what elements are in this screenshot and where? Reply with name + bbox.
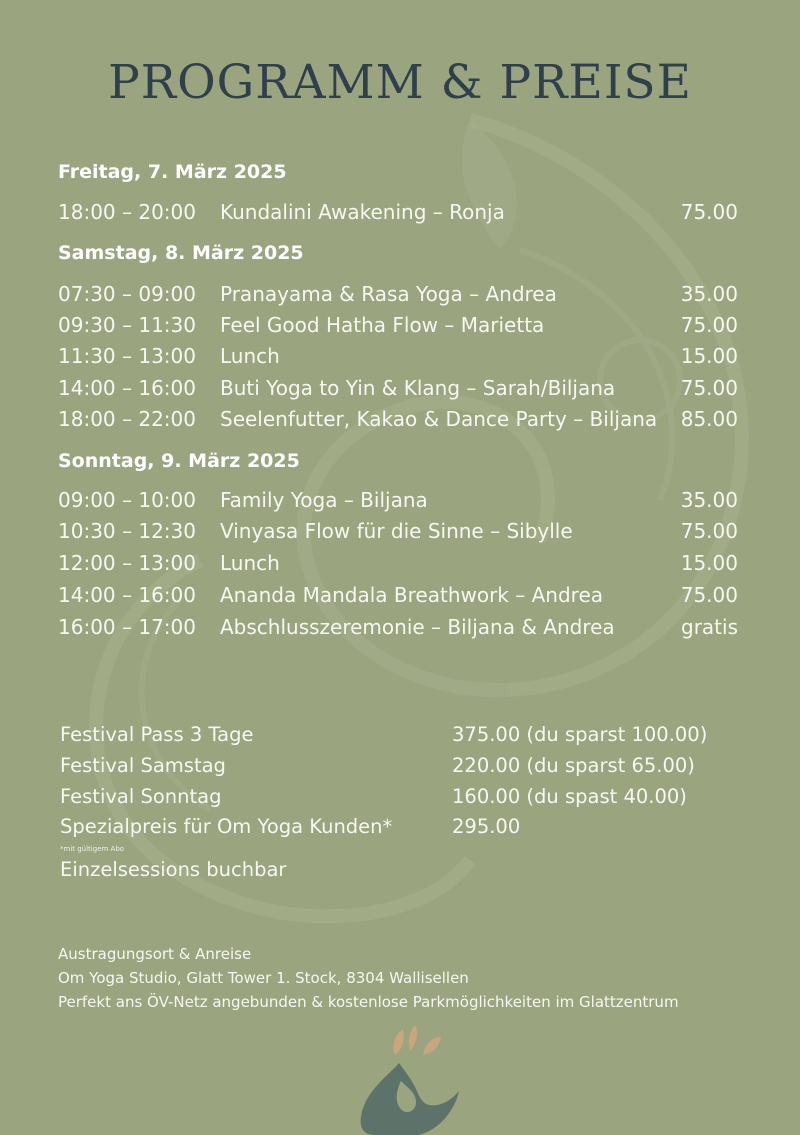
session-time: 07:30 – 09:00 bbox=[58, 282, 196, 306]
session-time: 12:00 – 13:00 bbox=[58, 551, 196, 575]
session-row bbox=[58, 344, 748, 372]
session-title: Lunch bbox=[220, 551, 280, 575]
session-title: Abschlusszeremonie – Biljana & Andrea bbox=[220, 615, 615, 639]
session-price: 35.00 bbox=[680, 488, 738, 512]
session-row bbox=[58, 519, 748, 547]
session-time: 18:00 – 22:00 bbox=[58, 407, 196, 431]
session-title: Kundalini Awakening – Ronja bbox=[220, 200, 505, 224]
session-row bbox=[58, 551, 748, 579]
session-price: 15.00 bbox=[680, 551, 738, 575]
pass-label: Festival Pass 3 Tage bbox=[60, 723, 254, 746]
day-heading: Freitag, 7. März 2025 bbox=[58, 161, 287, 183]
pass-row bbox=[60, 815, 750, 843]
single-sessions-note: Einzelsessions buchbar bbox=[60, 858, 287, 881]
pass-label: Spezialpreis für Om Yoga Kunden* bbox=[60, 815, 393, 838]
footnote: *mit gültigem Abo bbox=[60, 845, 125, 853]
session-price: 85.00 bbox=[680, 407, 738, 431]
pass-price: 375.00 (du sparst 100.00) bbox=[452, 723, 708, 746]
session-title: Seelenfutter, Kakao & Dance Party – Biljana bbox=[220, 407, 658, 431]
pass-label: Festival Samstag bbox=[60, 754, 226, 777]
session-price: 75.00 bbox=[680, 376, 738, 400]
venue-address: Om Yoga Studio, Glatt Tower 1. Stock, 8304 Wallisellen bbox=[58, 969, 469, 987]
pass-price: 160.00 (du spast 40.00) bbox=[452, 785, 687, 808]
session-title: Ananda Mandala Breathwork – Andrea bbox=[220, 583, 603, 607]
session-price: gratis bbox=[681, 615, 738, 639]
session-price: 75.00 bbox=[680, 519, 738, 543]
session-price: 35.00 bbox=[680, 282, 738, 306]
pass-row bbox=[60, 785, 750, 813]
session-row bbox=[58, 282, 748, 310]
session-title: Family Yoga – Biljana bbox=[220, 488, 428, 512]
session-title: Buti Yoga to Yin & Klang – Sarah/Biljana bbox=[220, 376, 616, 400]
pass-price: 295.00 bbox=[452, 815, 521, 838]
om-yoga-lotus-hand-logo bbox=[355, 1025, 465, 1135]
pass-row bbox=[60, 723, 750, 751]
venue-heading: Austragungsort & Anreise bbox=[58, 945, 252, 963]
session-row bbox=[58, 313, 748, 341]
pass-label: Festival Sonntag bbox=[60, 785, 222, 808]
session-time: 11:30 – 13:00 bbox=[58, 344, 196, 368]
session-time: 16:00 – 17:00 bbox=[58, 615, 196, 639]
session-row bbox=[58, 583, 748, 611]
day-heading: Samstag, 8. März 2025 bbox=[58, 242, 304, 264]
session-price: 75.00 bbox=[680, 200, 738, 224]
day-heading: Sonntag, 9. März 2025 bbox=[58, 450, 300, 472]
session-time: 09:00 – 10:00 bbox=[58, 488, 196, 512]
session-row bbox=[58, 407, 748, 435]
session-time: 14:00 – 16:00 bbox=[58, 583, 196, 607]
pass-price: 220.00 (du sparst 65.00) bbox=[452, 754, 695, 777]
session-price: 15.00 bbox=[680, 344, 738, 368]
session-title: Lunch bbox=[220, 344, 280, 368]
session-time: 14:00 – 16:00 bbox=[58, 376, 196, 400]
session-title: Vinyasa Flow für die Sinne – Sibylle bbox=[220, 519, 573, 543]
session-time: 10:30 – 12:30 bbox=[58, 519, 196, 543]
page-title: PROGRAMM & PREISE bbox=[108, 55, 692, 110]
session-row bbox=[58, 615, 748, 643]
session-title: Feel Good Hatha Flow – Marietta bbox=[220, 313, 545, 337]
session-price: 75.00 bbox=[680, 583, 738, 607]
session-title: Pranayama & Rasa Yoga – Andrea bbox=[220, 282, 557, 306]
session-price: 75.00 bbox=[680, 313, 738, 337]
session-time: 09:30 – 11:30 bbox=[58, 313, 196, 337]
venue-note: Perfekt ans ÖV-Netz angebunden & kostenlose Parkmöglichkeiten im Glattzentrum bbox=[58, 993, 679, 1011]
pass-row bbox=[60, 754, 750, 782]
session-row bbox=[58, 200, 748, 228]
session-time: 18:00 – 20:00 bbox=[58, 200, 196, 224]
session-row bbox=[58, 376, 748, 404]
session-row bbox=[58, 488, 748, 516]
